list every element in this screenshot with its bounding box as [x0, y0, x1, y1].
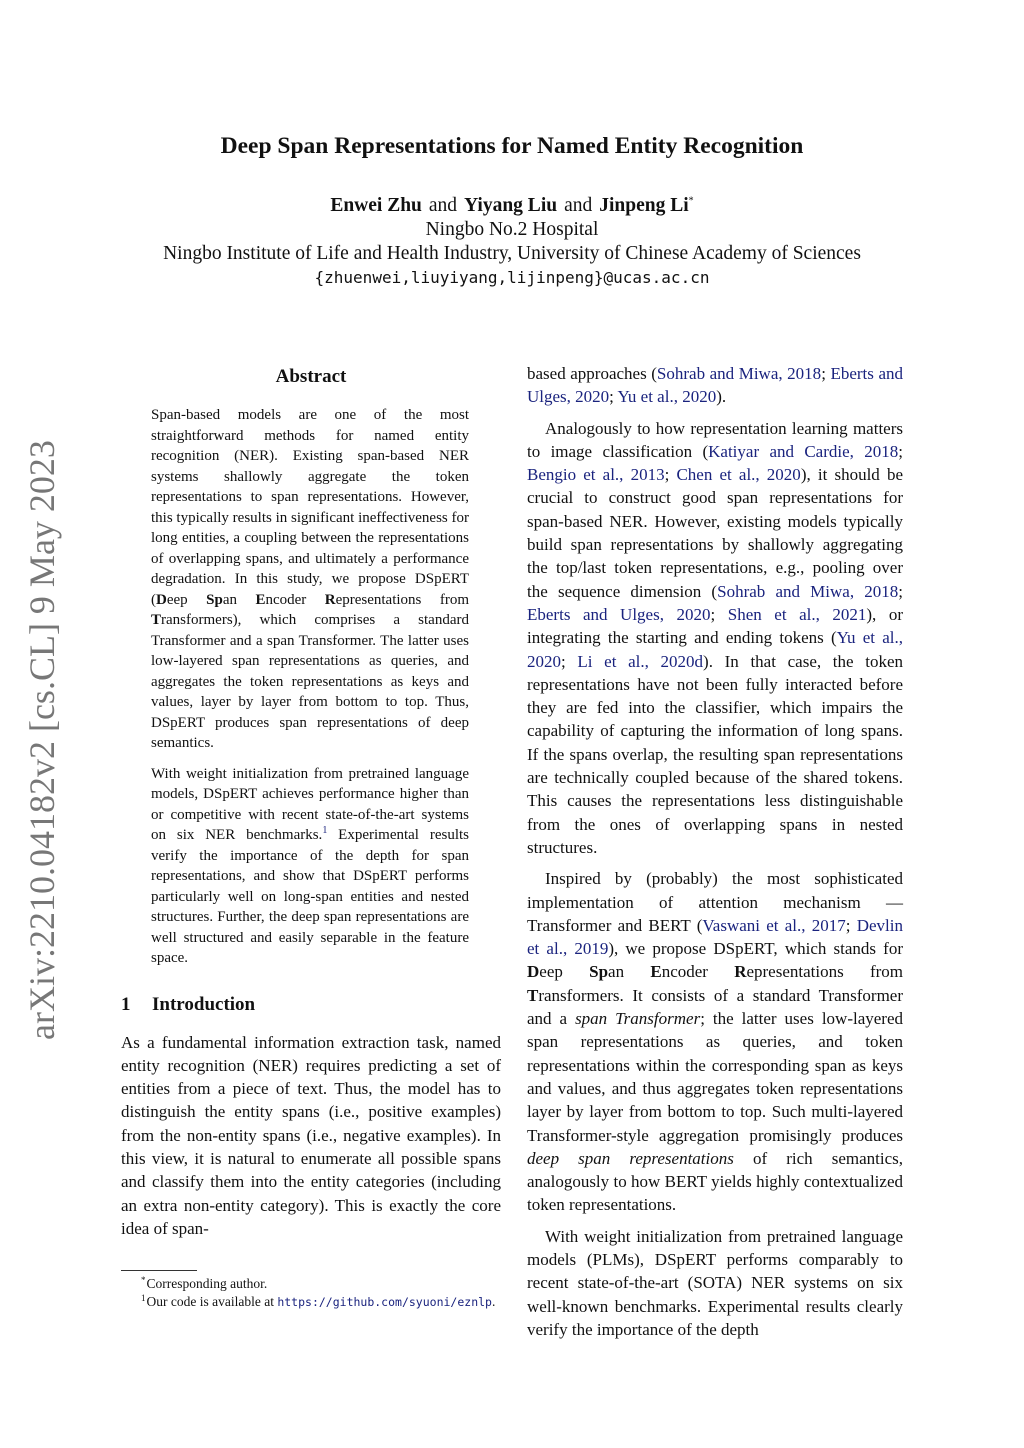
citation-link[interactable]: Sohrab and Miwa, 2018 [656, 364, 822, 383]
author-name: Jinpeng Li [599, 195, 689, 216]
intro-paragraph: As a fundamental information extraction task, named entity recognition (NER) requires predicting a set of entities from a piece of text. Thus, the model has to distinguish the entity spans (i.e., positive examples) from the non-entity spans (i.e., negative examples). In this view, it is natural to enumerate all possible spans and classify them into the entity categories (including an extra non-entity category). This is exactly the core idea of span- [121, 1032, 501, 1238]
citation-link[interactable]: Sohrab and Miwa, 2018 [717, 581, 899, 601]
body-paragraph: based approaches (Sohrab and Miwa, 2018; Eberts and Ulges, 2020; Yu et al., 2020). [527, 364, 903, 407]
footnote-ref[interactable]: 1 [322, 825, 328, 836]
citation-link[interactable]: Vaswani et al., 2017 [702, 915, 846, 935]
right-column [527, 362, 903, 1341]
citation-link[interactable]: Devlin et al., 2019 [527, 915, 904, 959]
author-name: Yiyang Liu [464, 195, 558, 216]
author-line [0, 194, 1024, 218]
citation-link[interactable]: Bengio et al., 2013 [527, 465, 665, 485]
affiliation-institute: Ningbo Institute of Life and Health Industry, University of Chinese Academy of Sciences [163, 243, 861, 264]
citation-link[interactable]: Li et al., 2020d [577, 651, 704, 671]
citation-link[interactable]: Eberts and Ulges, 2020 [527, 604, 711, 624]
citation-link[interactable]: Shen et al., 2021 [727, 604, 867, 624]
footnotes [121, 1270, 501, 1311]
arxiv-identifier: arXiv:2210.04182v2 [cs.CL] 9 May 2023 [22, 440, 62, 1040]
author-email: {zhuenwei,liuyiyang,lijinpeng}@ucas.ac.cn [314, 268, 710, 287]
author-name: Enwei Zhu [330, 195, 422, 216]
corresponding-author-mark: * [688, 195, 694, 207]
body-paragraph: Inspired by (probably) the most sophisticated implementation of attention mechanism — Transformer and BERT (Vaswani et al., 2017; Devlin et al., 2019), we propose DSpERT, which stands for Deep Span Encoder Representations from Transformers. It consists of a standard Transformer and a span Transformer; the latter uses low-layered span representations as queries, and token representations within the corresponding span as keys and values, and thus aggregates token representations layer by layer from bottom to top. Such multi-layered Transformer-style aggregation promisingly produces deep span representations of rich semantics, analogously to how BERT yields highly contextualized token representations. [527, 869, 904, 1215]
citation-link[interactable]: Yu et al., 2020 [527, 628, 904, 671]
code-url-link[interactable]: https://github.com/syuoni/eznlp [277, 1295, 492, 1309]
author-conjunction: and [564, 195, 593, 216]
footnote-divider [121, 1270, 197, 1271]
paper-title: Deep Span Representations for Named Entity Recognition [220, 133, 804, 159]
footnote-code: $^1$Our code is available at https://github.com/syuoni/eznlp. [141, 1292, 496, 1309]
left-column [121, 362, 501, 1240]
affiliation-hospital: Ningbo No.2 Hospital [425, 219, 599, 240]
author-conjunction: and [428, 195, 458, 216]
citation-link[interactable]: Chen et al., 2020 [676, 465, 801, 485]
abstract-paragraph: With weight initialization from pretrained language models, DSpERT achieves performance higher than or competitive with recent state-of-the-art systems on six NER benchmarks.$^1$ Experimental results verify the importance of the depth for span representations, and show that DSpERT performs particularly well on long-span entities and nested structures. Further, the deep span representations are well structured and easily separable in the feature space. [151, 765, 469, 966]
abstract-paragraph: Span-based models are one of the most straightforward methods for named entity recognition (NER). Existing span-based NER systems shallowly aggregate the token representations to span representations. However, this typically results in significant ineffectiveness for long entities, a coupling between the representations of overlapping spans, and ultimately a performance degradation. In this study, we propose DSpERT (Deep Span Encoder Representations from Transformers), which comprises a standard Transformer and a span Transformer. The latter uses low-layered span representations as queries, and aggregates the token representations as keys and values, layer by layer from bottom to top. Thus, DSpERT produces span representations of deep semantics. [151, 407, 469, 751]
citation-link[interactable]: Eberts and Ulges, 2020 [527, 364, 903, 407]
citation-link[interactable]: Katiyar and Cardie, 2018 [708, 441, 899, 461]
body-paragraph: With weight initialization from pretrained language models (PLMs), DSpERT performs comparably to recent state-of-the-art (SOTA) NER systems on six well-known benchmarks. Experimental results clearly verify the importance of the depth [527, 1226, 903, 1339]
abstract-heading: Abstract [275, 366, 347, 387]
citation-link[interactable]: Yu et al., 2020 [617, 387, 717, 407]
section-heading-introduction: 1 Introduction [121, 993, 256, 1015]
footnote-corresponding: *Corresponding author. [141, 1274, 268, 1291]
body-paragraph: Analogously to how representation learning matters to image classification (Katiyar and Cardie, 2018; Bengio et al., 2013; Chen et al., 2020), it should be crucial to construct good span representations for span-based NER. However, existing models typically build span representations by shallowly aggregating the top/last token representations, e.g., pooling over the sequence dimension (Sohrab and Miwa, 2018; Eberts and Ulges, 2020; Shen et al., 2021), or integrating the starting and ending tokens (Yu et al., 2020; Li et al., 2020d). In that case, the token representations have not been fully interacted before they are fed into the classifier, which impairs the capability of capturing the information of long spans. If the spans overlap, the resulting span representations are technically coupled because of the shared tokens. This causes the representations less distinguishable from the ones of overlapping spans in nested structures. [527, 418, 904, 857]
paper-header [0, 128, 1024, 290]
